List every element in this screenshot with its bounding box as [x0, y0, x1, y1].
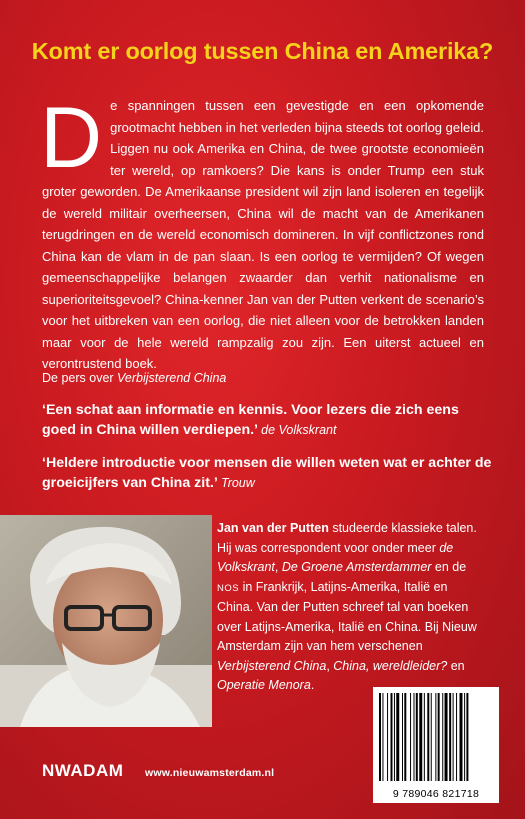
author-bio [217, 519, 487, 696]
author-photo [0, 515, 212, 727]
bio-text: . [310, 678, 315, 692]
press-heading-prefix: De pers over [42, 371, 118, 385]
quote-text: ‘Een schat aan informatie en kennis. Voor lezers die zich eens goed in China willen verdiepen.’ [42, 402, 459, 438]
press-quote [42, 400, 492, 440]
bio-text: , [326, 658, 334, 673]
quote-source: Trouw [220, 476, 255, 490]
cover-title: Komt er oorlog tussen China en Amerika? [31, 38, 494, 64]
author-name: Jan van der Putten [217, 521, 329, 535]
bio-italic: Operatie Menora [217, 678, 311, 692]
bio-italic: de Volkskrant [217, 540, 454, 574]
bio-smallcaps: NOS [217, 582, 240, 594]
publisher-website: www.nieuwamsterdam.nl [145, 767, 275, 779]
quote-source: de Volkskrant [261, 423, 337, 437]
isbn-number: 9 789046 821718 [392, 788, 480, 800]
bio-text: en [447, 658, 465, 673]
press-heading-book: Verbijsterend China [117, 371, 227, 385]
blurb-text: e spanningen tussen een gevestigde en een opkomende grootmacht hebben in het verleden bijna steeds tot oorlog geleid. Liggen nu ook Amerika en China, de twee grootste economieën ter wereld, op ramkoers? Die kans is onder Trump een stuk groter geworden. De Amerikaanse president wil zijn land isoleren en tegelijk de wereld militair overheersen, China wil de macht van de Amerikanen terugdringen en de wereld economisch domineren. In vijf conflictzones rond China kan de vlam in de pan slaan. Is een oorlog te vermijden? Of wegen gemeenschappelijke belangen zwaarder dan verhit nationalisme en superioriteitsgevoel? China-kenner Jan van der Putten verkent de scenario’s voor het uitbreken van een oorlog, die niet alleen voor de betrokken landen maar voor de hele wereld rampzalig zou zijn. Een uiterst actueel en verontrustend boek. [42, 98, 484, 371]
quote-text: ‘Heldere introductie voor mensen die willen weten wat er achter de groeicijfers van China zit.’ [42, 455, 492, 491]
blurb [40, 90, 484, 375]
barcode-bars [379, 693, 493, 781]
bio-text: en de [431, 560, 467, 574]
drop-cap: D [40, 90, 103, 186]
bio-italic: De Groene Amsterdammer [281, 560, 432, 574]
press-quote [42, 453, 492, 493]
bio-italic: China, wereldleider? [333, 658, 448, 673]
isbn-barcode [373, 687, 499, 803]
bio-italic: Verbijsterend China [217, 658, 327, 673]
bio-text: studeerde klassieke talen. Hij was correspondent voor onder meer [217, 521, 477, 555]
press-heading [42, 371, 226, 385]
bio-text: , [274, 560, 282, 574]
bio-text: in Frankrijk, Latijns-Amerika, Italië en China. Van der Putten schreef tal van boeken over Latijns-Amerika, Italië en China. Bij Nieuw Amsterdam zijn van hem verschenen [217, 579, 477, 653]
publisher-logo: NWADAM [42, 761, 124, 780]
